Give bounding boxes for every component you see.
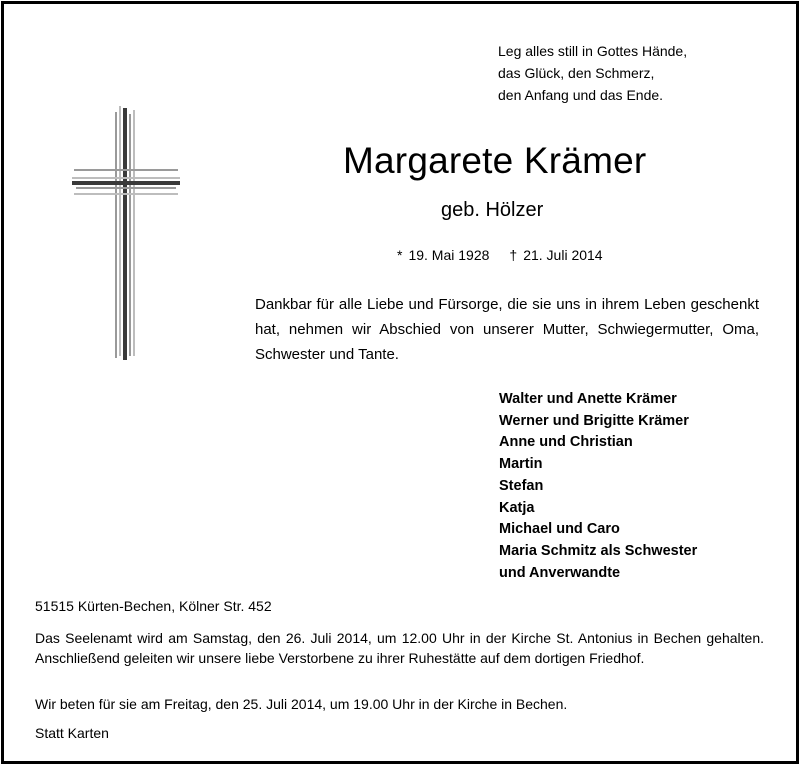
- maiden-name: geb. Hölzer: [441, 199, 544, 221]
- mourner-name: Walter und Anette Krämer: [499, 391, 677, 407]
- deceased-name: Margarete Krämer: [343, 140, 647, 181]
- cross-vertical-beams: [115, 106, 135, 360]
- mourner-name: Stefan: [499, 477, 544, 494]
- mourner-name: Maria Schmitz als Schwester: [499, 542, 698, 559]
- thanks-paragraph: Dankbar für alle Liebe und Fürsorge, die sie uns in ihrem Leben geschenkt hat, nehmen wir Abschied von unserer Mutter, Schwiegermutter, Oma, Schwester und Tante.: [255, 296, 759, 363]
- family-address: 51515 Kürten-Bechen, Kölner Str. 452: [35, 598, 272, 614]
- closing-note: Statt Karten: [35, 725, 109, 741]
- mass-announcement: Das Seelenamt wird am Samstag, den 26. Juli 2014, um 12.00 Uhr in der Kirche St. Antonius in Bechen gehalten. Anschließend geleiten wir unsere liebe Verstorbene zu ihrer Ruhestätte auf dem dortigen Friedhof.: [35, 630, 764, 666]
- poem: [498, 40, 687, 106]
- life-dates: [397, 246, 603, 264]
- poem-line: Leg alles still in Gottes Hände,: [498, 43, 688, 59]
- poem-line: das Glück, den Schmerz,: [498, 65, 655, 81]
- mourner-name: Anne und Christian: [499, 434, 633, 451]
- poem-line: den Anfang und das Ende.: [498, 87, 664, 103]
- death-date: 21. Juli 2014: [523, 247, 603, 263]
- prayer-announcement: Wir beten für sie am Freitag, den 25. Juli 2014, um 19.00 Uhr in der Kirche in Bechen.: [35, 696, 568, 712]
- mourner-name: Werner und Brigitte Krämer: [499, 412, 689, 429]
- mourner-name: Katja: [499, 499, 535, 516]
- cross-icon: [68, 106, 182, 362]
- mourner-name: Michael und Caro: [499, 521, 620, 538]
- mourners-list: [499, 389, 697, 584]
- mourner-name: Martin: [499, 456, 543, 473]
- death-symbol: †: [509, 247, 518, 263]
- birth-symbol: *: [397, 247, 403, 263]
- birth-date: 19. Mai 1928: [408, 247, 490, 263]
- mourner-name: und Anverwandte: [499, 564, 621, 581]
